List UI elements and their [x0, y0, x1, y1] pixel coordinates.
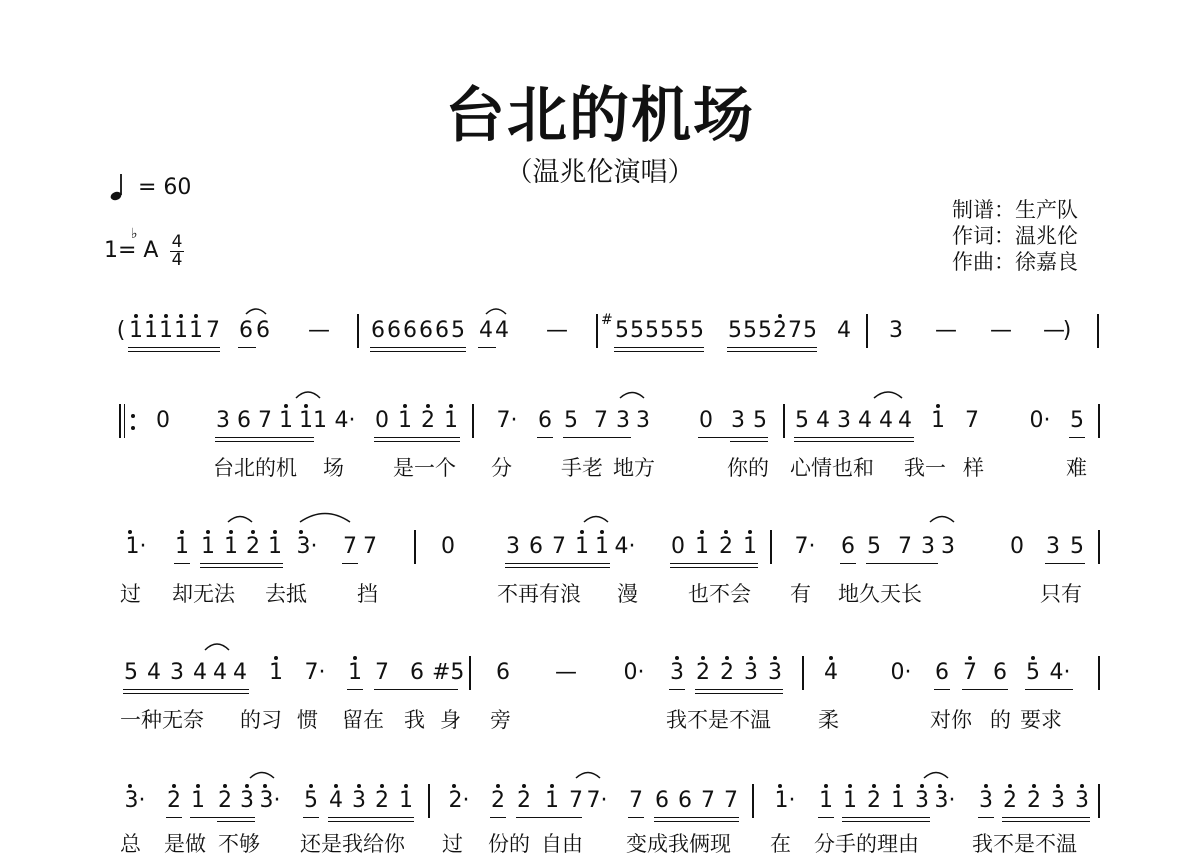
note: 7 [343, 534, 357, 559]
note: 7 [724, 788, 738, 813]
note: 2· [448, 788, 470, 813]
note: 1 [191, 788, 205, 813]
note: 7 [375, 660, 389, 685]
lyric: 只有 [1040, 582, 1082, 606]
note: 0 [441, 534, 455, 559]
note: 4 [495, 318, 509, 343]
note: 3· [934, 788, 956, 813]
note: 5 [753, 408, 767, 433]
note: 7 [206, 318, 220, 343]
note: 6 [935, 660, 949, 685]
note: 1 [159, 318, 173, 343]
note: 2 [719, 534, 733, 559]
note: 0 [671, 534, 685, 559]
lyric: 要求 [1020, 708, 1062, 732]
note: 7 [363, 534, 377, 559]
note: 7 [963, 660, 977, 685]
note: 3 [636, 408, 650, 433]
tie [205, 644, 229, 650]
note: 5 [690, 318, 704, 343]
note: 4 [824, 660, 838, 685]
note: 2 [421, 408, 435, 433]
tie [874, 392, 902, 398]
note: 4 [898, 408, 912, 433]
song-title: 台北的机场 [445, 81, 755, 151]
lyric: 却无法 [172, 582, 235, 606]
lyric: 漫 [617, 582, 638, 606]
note: 1 [189, 318, 203, 343]
note: 5 [304, 788, 318, 813]
intro-close-paren: ) [1062, 318, 1072, 343]
note: 0· [623, 660, 645, 685]
tie [576, 773, 600, 779]
lyric: 不再有浪 [497, 582, 581, 606]
lyric: 是做 [164, 832, 206, 856]
lyric: 难 [1066, 456, 1087, 480]
dash: — [990, 318, 1012, 343]
note: 5 [795, 408, 809, 433]
lyric: 样 [963, 456, 984, 480]
note: 3 [170, 660, 184, 685]
tie [296, 392, 320, 398]
note: 5 [451, 318, 465, 343]
note: 2 [1027, 788, 1041, 813]
note: 5 [743, 318, 757, 343]
note: 0 [156, 408, 170, 433]
note: 1 [819, 788, 833, 813]
tie [250, 773, 274, 779]
lyric: 地久天长 [838, 582, 922, 606]
note: 2 [218, 788, 232, 813]
lyric: 去抵 [265, 582, 307, 606]
note: 3 [352, 788, 366, 813]
lyric: 在 [770, 832, 791, 856]
note: 1 [268, 534, 282, 559]
lyric: 一种无奈 [120, 708, 204, 732]
note: 1 [545, 788, 559, 813]
note: 5 [867, 534, 881, 559]
note: 1 [348, 660, 362, 685]
note: 5 [675, 318, 689, 343]
note: 1 [299, 408, 313, 433]
lyric: 还是我给你 [300, 832, 405, 856]
note: 3 [506, 534, 520, 559]
note: 4 [233, 660, 247, 685]
note: 3 [941, 534, 955, 559]
dash: — [1043, 318, 1065, 343]
note: 1 [175, 534, 189, 559]
note: 1 [201, 534, 215, 559]
note: 5 [615, 318, 629, 343]
note: 6 [538, 408, 552, 433]
tie [620, 393, 644, 399]
note: 1 [279, 408, 293, 433]
note: 5 [758, 318, 772, 343]
dash: — [935, 318, 957, 343]
credit-transcriber: 制谱：生产队 [952, 198, 1078, 222]
note: 1 [399, 788, 413, 813]
note: 7 [898, 534, 912, 559]
note: 7 [569, 788, 583, 813]
note: 6 [237, 408, 251, 433]
tie [300, 514, 350, 523]
note: 5 [660, 318, 674, 343]
note: 7 [258, 408, 272, 433]
lyric: 分手的理由 [814, 832, 919, 856]
key-text: 1= A [104, 238, 159, 263]
note: 3 [915, 788, 929, 813]
note: 3 [731, 408, 745, 433]
lyric: 心情也和 [790, 456, 874, 480]
note: 7 [629, 788, 643, 813]
note: 6 [371, 318, 385, 343]
note: 2 [167, 788, 181, 813]
sharp-icon: # [601, 312, 613, 328]
tie [486, 309, 506, 314]
note: 5 [728, 318, 742, 343]
note: 1 [843, 788, 857, 813]
lyric: 挡 [357, 582, 378, 606]
note: 3· [259, 788, 281, 813]
tie [930, 517, 954, 523]
note: 1 [575, 534, 589, 559]
note: 4 [329, 788, 343, 813]
note: 3 [744, 660, 758, 685]
tempo-text: = 60 [138, 174, 192, 200]
note: 3 [768, 660, 782, 685]
lyric: 手老 [561, 456, 603, 480]
lyric: 你的 [727, 456, 769, 480]
note: 5 [630, 318, 644, 343]
lyric: 柔 [818, 708, 839, 732]
note: 1 [313, 408, 327, 433]
note: 7· [496, 408, 518, 433]
note: 4· [614, 534, 636, 559]
lyric: 旁 [490, 708, 511, 732]
note: 4 [193, 660, 207, 685]
note: 3 [670, 660, 684, 685]
lyric: 过 [442, 832, 463, 856]
note: 6 [410, 660, 424, 685]
note: 1 [743, 534, 757, 559]
note: 6 [435, 318, 449, 343]
note: 5 [564, 408, 578, 433]
note: 6 [496, 660, 510, 685]
dash: — [308, 318, 330, 343]
note: 4· [334, 408, 356, 433]
note: 1 [891, 788, 905, 813]
note: 0 [375, 408, 389, 433]
lyric: 自由 [541, 832, 583, 856]
note: 3· [124, 788, 146, 813]
note: 1· [125, 534, 147, 559]
lyric: 我不是不温 [666, 708, 771, 732]
note: 3 [216, 408, 230, 433]
credit-lyricist: 作词：温兆伦 [952, 224, 1078, 248]
note: 1 [129, 318, 143, 343]
time-sig-bottom: 4 [171, 250, 183, 270]
note: 1 [224, 534, 238, 559]
flat-icon: ♭ [131, 226, 138, 242]
note: 2 [720, 660, 734, 685]
note: 3 [979, 788, 993, 813]
note: 2 [517, 788, 531, 813]
tie [924, 773, 948, 779]
note: 7 [965, 408, 979, 433]
note: 7· [586, 788, 608, 813]
note: 3 [240, 788, 254, 813]
lyric: 分 [491, 456, 512, 480]
note: 2 [246, 534, 260, 559]
note: 4· [1049, 660, 1071, 685]
note: 5 [1070, 408, 1084, 433]
note: 1· [774, 788, 796, 813]
note: 4 [837, 318, 851, 343]
time-sig-top: 4 [171, 232, 183, 252]
lyric: 总 [120, 832, 141, 856]
note: 6 [403, 318, 417, 343]
note: 7 [788, 318, 802, 343]
note: 3 [837, 408, 851, 433]
tie [228, 517, 252, 523]
note: 6 [387, 318, 401, 343]
note: 7 [552, 534, 566, 559]
note: 7 [701, 788, 715, 813]
note: 6 [655, 788, 669, 813]
dash: — [555, 660, 577, 685]
note: 6 [239, 318, 253, 343]
note: 5 [124, 660, 138, 685]
note: 3· [296, 534, 318, 559]
note: 7· [304, 660, 326, 685]
credit-composer: 作曲：徐嘉良 [952, 250, 1078, 274]
note: 1 [931, 408, 945, 433]
note: 4 [147, 660, 161, 685]
note: 2 [375, 788, 389, 813]
note: 2 [696, 660, 710, 685]
note: #5 [432, 660, 465, 685]
note: 7 [594, 408, 608, 433]
note: 4 [816, 408, 830, 433]
note: 6 [993, 660, 1007, 685]
lyric: 我不是不温 [972, 832, 1077, 856]
lyric: 台北的机 [213, 456, 297, 480]
note: 6 [529, 534, 543, 559]
lyric: 也不会 [688, 582, 751, 606]
note: 1 [144, 318, 158, 343]
note: 0· [1029, 408, 1051, 433]
lyric: 不够 [218, 832, 260, 856]
lyric: 过 [120, 582, 141, 606]
note: 7· [794, 534, 816, 559]
note: 5 [803, 318, 817, 343]
lyric: 的 [990, 708, 1011, 732]
note: 2 [1003, 788, 1017, 813]
tie [246, 309, 266, 314]
note: 5 [1070, 534, 1084, 559]
lyric: 身 [440, 708, 461, 732]
lyric: 的习 [240, 708, 282, 732]
note: 1 [595, 534, 609, 559]
note: 4 [858, 408, 872, 433]
note: 4 [879, 408, 893, 433]
lyric: 份的 [488, 832, 530, 856]
note: 3 [921, 534, 935, 559]
note: 4 [479, 318, 493, 343]
note: 3 [1075, 788, 1089, 813]
dash: — [546, 318, 568, 343]
lyric: 我 [404, 708, 425, 732]
note: 6 [841, 534, 855, 559]
lyric: 对你 [930, 708, 972, 732]
note: 6 [256, 318, 270, 343]
note: 1 [174, 318, 188, 343]
note: 4 [213, 660, 227, 685]
note: 2 [491, 788, 505, 813]
note: 3 [616, 408, 630, 433]
note: 6 [678, 788, 692, 813]
lyric: 地方 [613, 456, 655, 480]
lyric: 留在 [342, 708, 384, 732]
note: 1 [398, 408, 412, 433]
song-subtitle: （温兆伦演唱） [505, 157, 695, 188]
intro-open-paren: ( [116, 318, 126, 343]
note: 1 [695, 534, 709, 559]
tie [584, 517, 608, 523]
note: 3 [889, 318, 903, 343]
note: 3 [1051, 788, 1065, 813]
lyric: 变成我俩现 [626, 832, 731, 856]
note: 6 [419, 318, 433, 343]
note: 0 [1010, 534, 1024, 559]
lyric: 我一 [904, 456, 946, 480]
note: 5 [1026, 660, 1040, 685]
lyric: 有 [790, 582, 811, 606]
lyric: 惯 [297, 708, 318, 732]
lyric: 场 [323, 456, 344, 480]
lyric: 是一个 [393, 456, 456, 480]
note: 2 [867, 788, 881, 813]
note: 3 [1046, 534, 1060, 559]
note: 1 [269, 660, 283, 685]
note: 0 [699, 408, 713, 433]
note: 1 [444, 408, 458, 433]
note: 5 [645, 318, 659, 343]
note: 2 [773, 318, 787, 343]
note: 0· [890, 660, 912, 685]
